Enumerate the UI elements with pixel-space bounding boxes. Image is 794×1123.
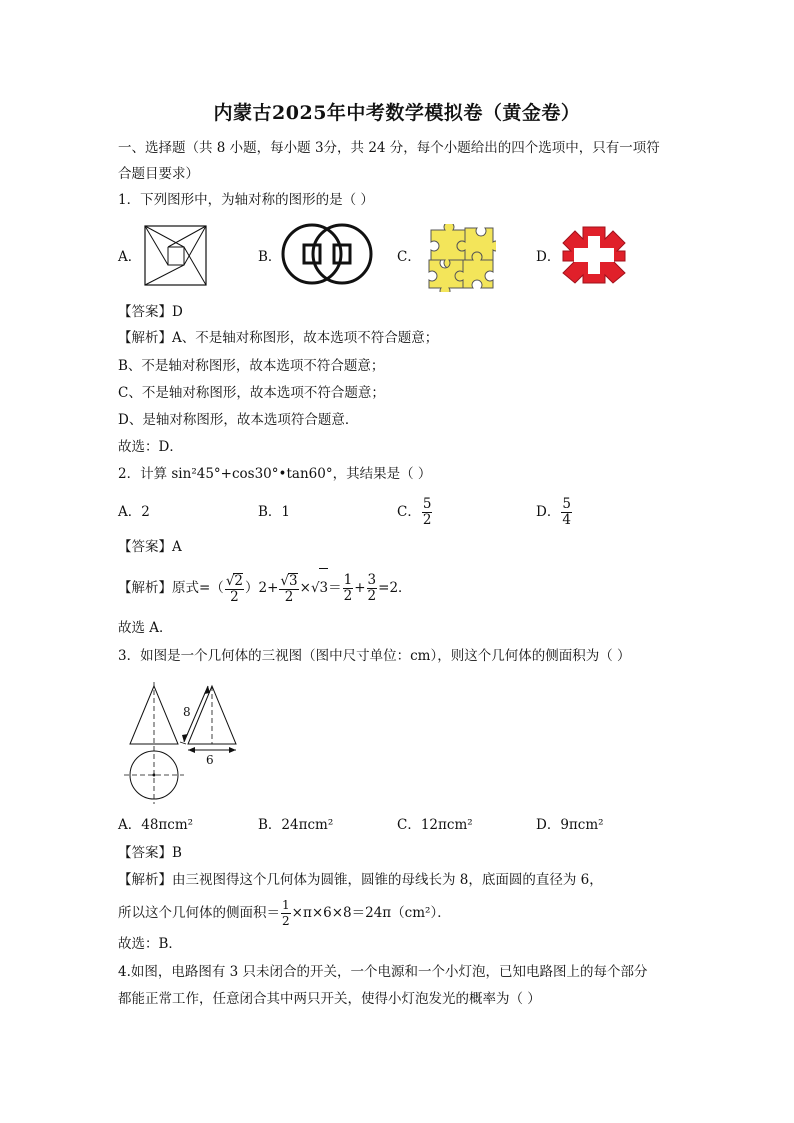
q1-option-d-label: D． [536,249,561,265]
denominator: 2 [230,588,239,605]
q1-figure-b-linked-coins [280,222,376,286]
q3-option-c: C．12πcm² [397,817,473,833]
denominator: 2 [367,588,377,604]
q2-analysis-mid: ）2+ [245,580,279,596]
q1-figure-c-puzzle [426,224,496,292]
q3-option-a: A．48πcm² [118,817,194,833]
denominator: 2 [343,588,353,604]
q2-frac-3-2 [367,573,378,604]
numerator: 1 [282,898,290,912]
q2-result: =2． [378,580,412,596]
q2-answer: 【答案】A [118,539,182,555]
plus-sign: + [354,580,366,596]
q2-stem: 2．计算 sin²45°+cos30°•tan60°，其结果是（ ） [118,466,432,482]
q2-option-c-fraction [422,497,433,528]
q2-analysis-prefix: 【解析】原式=（ [118,580,224,596]
q3-label-slant: 8 [183,705,191,719]
q2-frac-1-2 [343,573,354,604]
q2-option-a: A．2 [118,504,150,520]
q1-analysis-line3: C、不是轴对称图形，故本选项不符合题意； [118,385,385,401]
q2-option-c-label: C． [397,504,421,520]
q3-analysis-line1: 【解析】由三视图得这个几何体为圆锥，圆锥的母线长为 8，底面圆的直径为 6， [118,872,603,888]
q2-option-d [536,494,573,530]
q3-frac-1-2 [281,898,291,929]
q2-conclusion: 故选 A． [118,620,173,636]
q3-analysis-line2 [118,896,451,930]
q1-stem: 1．下列图形中，为轴对称的图形的是（ ） [118,192,374,208]
q2-frac-sqrt3-over-2: $\frac{√3}{2}$ [280,572,298,605]
q2-analysis: 【解析】原式=（ $\frac{√2}{2}$ ）2+ $\frac{√3}{2}$ ×√3＝ $\frac{1}{2}$ + $\frac{3}{2}$ =2． [118,568,412,607]
q1-analysis-line1: 【解析】A、不是轴对称图形，故本选项不符合题意； [118,330,439,346]
q1-figure-a-square-pinwheel [144,225,208,287]
equals-sign: ＝ [328,580,342,596]
numerator: 1 [343,572,353,588]
q1-analysis-line4: D、是轴对称图形，故本选项符合题意． [118,412,359,428]
radicand: 2 [234,572,244,589]
numerator: 5 [422,496,432,512]
denominator: 2 [282,914,290,928]
q4-stem-line1: 4.如图，电路图有 3 只未闭合的开关，一个电源和一个小灯泡，已知电路图上的每个部分 [118,964,648,980]
q2-option-d-fraction [561,497,572,528]
q2-option-c [397,494,433,530]
q4-stem-line2: 都能正常工作，任意闭合其中两只开关，使得小灯泡发光的概率为（ ） [118,991,541,1007]
q2-option-d-label: D． [536,504,561,520]
q3-stem: 3．如图是一个几何体的三视图（图中尺寸单位：cm），则这个几何体的侧面积为（ ） [118,648,631,664]
section-heading-line2: 合题目要求） [118,166,199,182]
q1-option-c-label: C． [397,249,421,265]
q1-figure-d-red-cross [561,225,627,285]
q3-label-diameter: 6 [206,753,214,767]
q3-three-view-figure [118,680,248,805]
q2-option-b: B．1 [258,504,291,520]
denominator: 2 [284,588,294,605]
q3-conclusion: 故选：B． [118,936,182,952]
denominator: 4 [562,512,571,528]
q1-conclusion: 故选：D． [118,439,183,455]
page-title: 内蒙古2025年中考数学模拟卷（黄金卷） [213,102,581,124]
times-sign: × [299,580,311,596]
q3-line2-prefix: 所以这个几何体的侧面积＝ [118,905,280,921]
q1-option-a-label: A． [118,249,142,265]
radicand: 3 [289,572,298,589]
q1-analysis-line2: B、不是轴对称图形，故本选项不符合题意； [118,358,385,374]
q1-option-b-label: B． [258,249,282,265]
q3-option-b: B．24πcm² [258,817,334,833]
numerator: 5 [562,496,571,512]
section-heading-line1: 一、选择题（共 8 小题，每小题 3分，共 24 分，每个小题给出的四个选项中，只有一项符 [118,140,660,156]
q1-answer: 【答案】D [118,304,183,320]
q3-option-d: D．9πcm² [536,817,604,833]
q3-answer: 【答案】B [118,845,182,861]
denominator: 2 [422,512,432,528]
q2-sqrt3: 3 [319,568,329,607]
q3-line2-suffix: ×π×6×8＝24π（cm²）． [291,905,451,921]
numerator: 3 [367,572,377,588]
q2-frac-sqrt2-over-2: $\frac{√2}{2}$ [225,572,244,605]
